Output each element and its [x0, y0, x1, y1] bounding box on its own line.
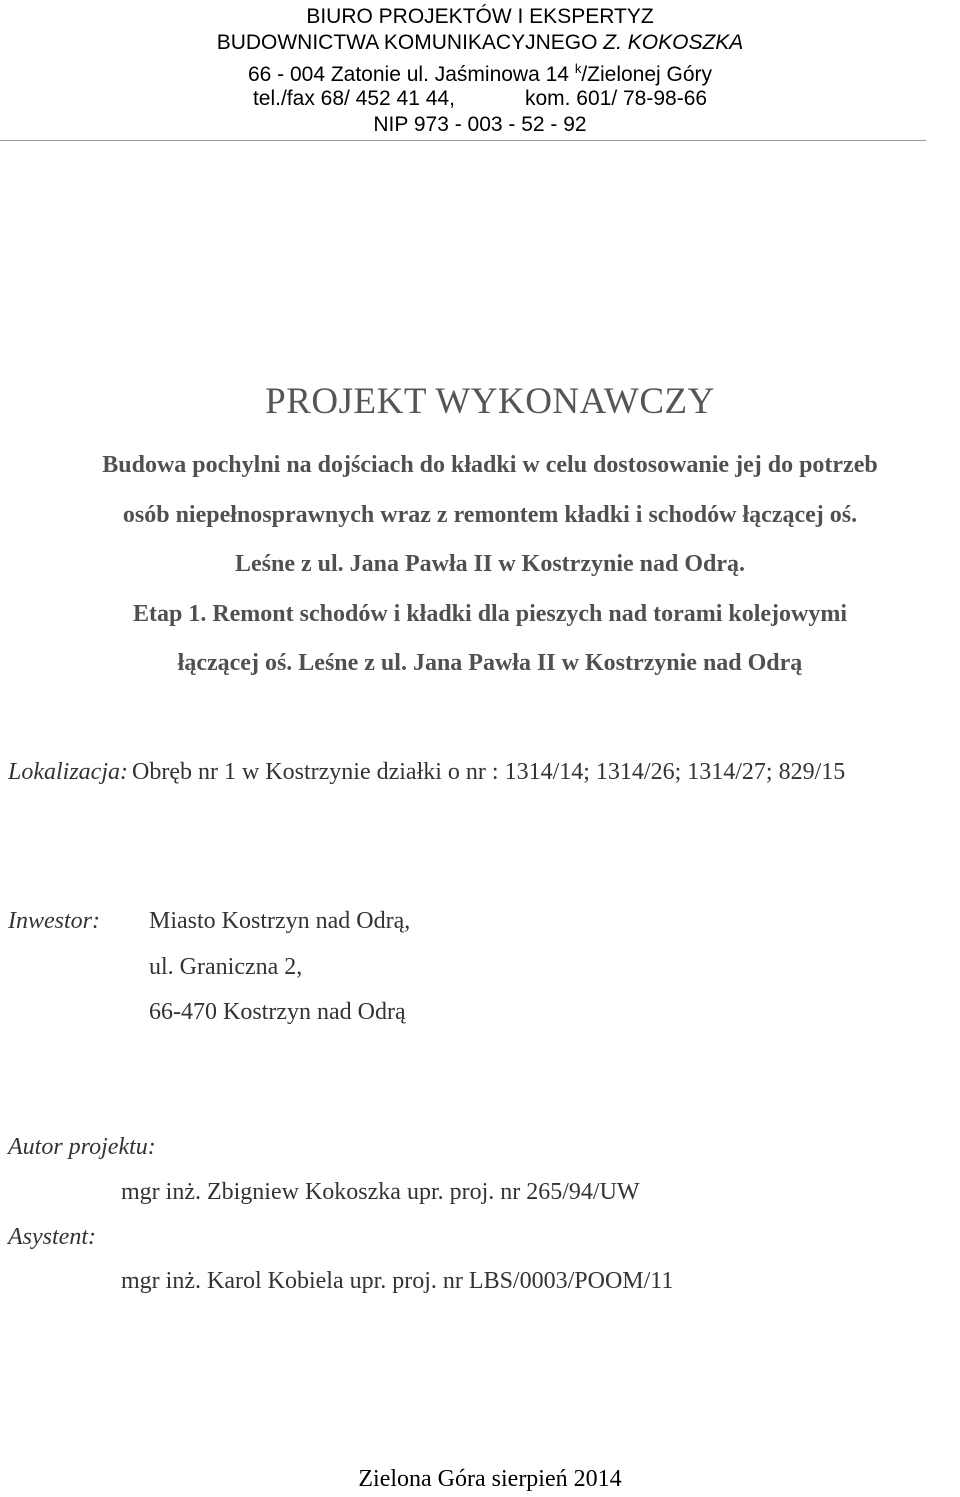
subtitle-line-3: Leśne z ul. Jana Pawła II w Kostrzynie nad Odrą. [234, 551, 746, 577]
header-divider [0, 140, 926, 141]
author-value: mgr inż. Zbigniew Kokoszka upr. proj. nr 265/94/UW [121, 1179, 640, 1205]
address-street: 66 - 004 Zatonie ul. Jaśminowa 14 [247, 63, 575, 86]
company-phones [0, 86, 960, 112]
investor-label: Inwestor: [8, 908, 100, 934]
place-date: Zielona Góra sierpień 2014 [358, 1466, 622, 1492]
company-nip: NIP 973 - 003 - 52 - 92 [373, 113, 587, 136]
document-title: PROJEKT WYKONAWCZY [265, 381, 715, 422]
assistant-label: Asystent: [8, 1224, 96, 1250]
investor-name: Miasto Kostrzyn nad Odrą, [149, 908, 411, 934]
phone-fax: tel./fax 68/ 452 41 44, [252, 87, 455, 110]
address-superscript: k [574, 61, 582, 76]
investor-city: 66-470 Kostrzyn nad Odrą [149, 999, 406, 1025]
assistant-value: mgr inż. Karol Kobiela upr. proj. nr LBS/0003/POOM/11 [121, 1268, 674, 1294]
subtitle-line-2: osób niepełnosprawnych wraz z remontem kładki i schodów łączącej oś. [122, 502, 858, 528]
investor-street: ul. Graniczna 2, [149, 954, 303, 980]
subtitle-line-1: Budowa pochylni na dojściach do kładki w celu dostosowanie jej do potrzeb [102, 452, 878, 478]
address-city: /Zielonej Góry [581, 63, 713, 86]
location-label: Lokalizacja: [8, 759, 128, 785]
phone-mobile: kom. 601/ 78-98-66 [524, 87, 708, 110]
company-address [0, 56, 960, 88]
location-row [8, 759, 845, 786]
subtitle-line-4: Etap 1. Remont schodów i kładki dla pieszych nad torami kolejowymi [132, 601, 848, 627]
company-division: BUDOWNICTWA KOMUNIKACYJNEGO [216, 31, 604, 54]
company-name: BIURO PROJEKTÓW I EKSPERTYZ [306, 5, 654, 28]
company-name-line2 [0, 30, 960, 56]
company-owner: Z. KOKOSZKA [603, 31, 744, 54]
subtitle-line-5: łączącej oś. Leśne z ul. Jana Pawła II w Kostrzynie nad Odrą [177, 650, 803, 676]
location-value: Obręb nr 1 w Kostrzynie działki o nr : 1314/14; 1314/26; 1314/27; 829/15 [132, 759, 846, 785]
author-label: Autor projektu: [8, 1134, 156, 1160]
